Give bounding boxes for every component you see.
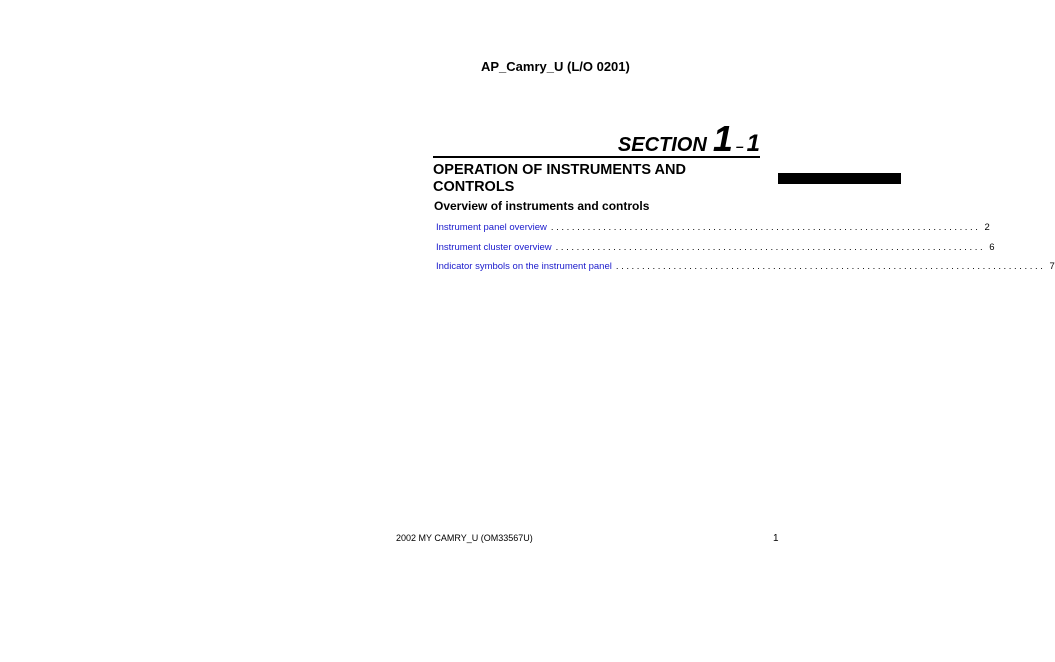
toc-page-number: 6 [989, 241, 995, 253]
leader-dots: .................................................................................. [615, 261, 1046, 272]
section-minor-number: 1 [746, 130, 760, 157]
toc-entry[interactable] [436, 222, 990, 242]
footer-page-number: 1 [773, 533, 779, 544]
footer-edition: 2002 MY CAMRY_U (OM33567U) [396, 533, 533, 543]
toc-link[interactable]: Indicator symbols on the instrument panel [436, 261, 612, 272]
toc-page-number: 2 [984, 222, 990, 233]
leader-dots: .................................................................................. [555, 241, 986, 253]
leader-dots: .................................................................................. [550, 222, 981, 233]
table-of-contents [436, 222, 1055, 281]
section-tab-marker [778, 173, 901, 184]
toc-page-number: 7 [1049, 261, 1055, 272]
section-word: SECTION [617, 134, 707, 156]
toc-entry[interactable] [436, 261, 1055, 281]
section-heading [433, 118, 760, 158]
section-major-number: 1 [712, 118, 733, 159]
toc-link[interactable]: Instrument cluster overview [436, 241, 552, 253]
chapter-title: OPERATION OF INSTRUMENTS AND CONTROLS [433, 162, 686, 195]
chapter-subtitle: Overview of instruments and controls [434, 199, 650, 213]
document-code: AP_Camry_U (L/O 0201) [481, 59, 630, 74]
toc-link[interactable]: Instrument panel overview [436, 222, 547, 233]
toc-entry[interactable] [436, 241, 995, 262]
section-dash: – [735, 138, 744, 154]
